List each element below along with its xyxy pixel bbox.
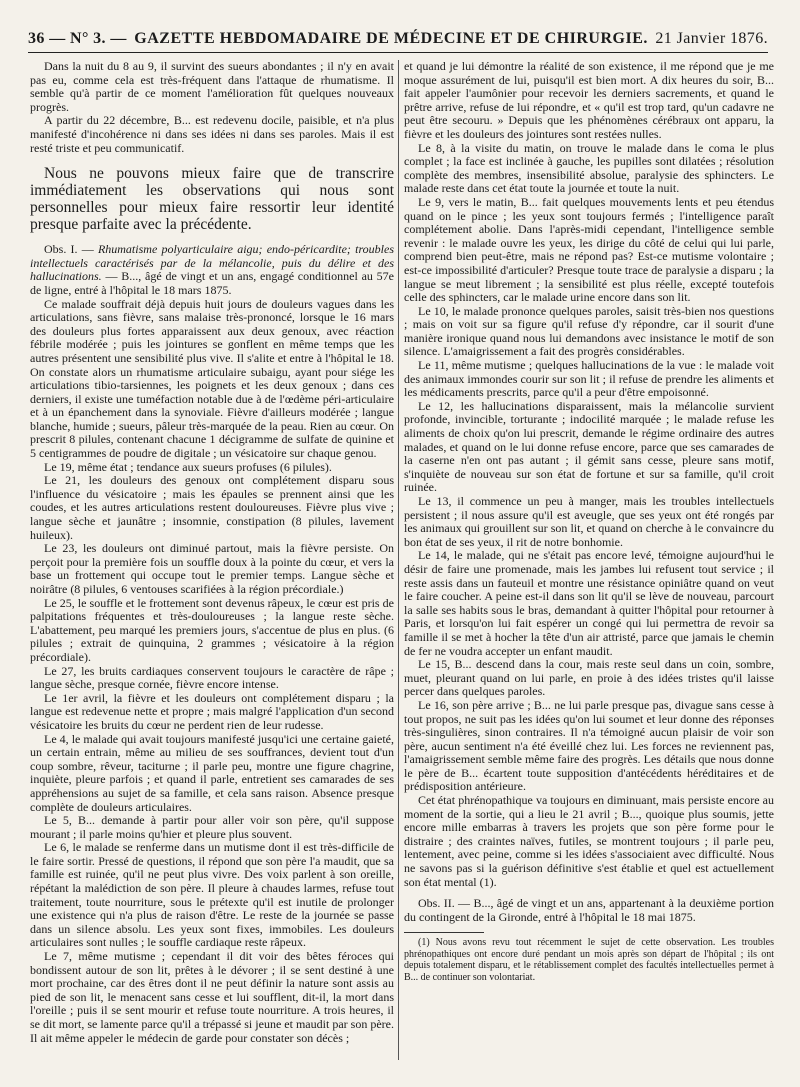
- paragraph: Le 25, le souffle et le frottement sont devenus râpeux, le cœur est pris de palpitations fréquentes et très-douloureuses ; la langue reste sèche. L'abattement, peu marqué les premiers jours, s'accentue de plus en plus. (6 pilules ; extrait de quinquina, 2 grammes ; vésicatoire à la région précordiale).: [30, 595, 394, 664]
- paragraph: Cet état phrénopathique va toujours en diminuant, mais persiste encore au moment de la sortie, qui a lieu le 21 avril ; B..., quoique plus soumis, jette encore mille embarras à travers les projets que son père forme pour le distraire ; des craintes naïves, futiles, se montrent toujours ; il parle peu, lentement, avec peine, comme si les idées s'associaient avec difficulté. Nous ne savons pas si la guérison définitive s'est établie et quel est actuellement son état mental (1).: [404, 793, 774, 889]
- paragraph: Le 12, les hallucinations disparaissent, mais la mélancolie survient profonde, invincible, torturante ; indocilité marquée ; le malade refuse les aliments de choix qu'on lui prescrit, demande le régime ordinaire des autres malades, et quand on le lui donne refuse encore, parce que ses camarades de la caserne n'en ont pas autant ; il gémit sans cesse, pleure sans motif, s'inquiète de nouveau sur son état de fortune et sur sa famille, qu'il croit ruinée.: [404, 398, 774, 495]
- observation-heading: [30, 243, 394, 297]
- footnote: (1) Nous avons revu tout récemment le sujet de cette observation. Les troubles phrénopathiques ont encore duré pendant un mois après son départ de l'hôpital ; ils ont depuis totalement disparu, et le rétablissement complet des facultés intellectuelles permet à B... de continuer son volontariat.: [404, 937, 774, 983]
- issue-date: 21 Janvier 1876.: [655, 30, 768, 47]
- paragraph: Le 1er avril, la fièvre et les douleurs ont complétement disparu ; la langue est redevenue nette et propre ; mais malgré l'application d'un second vésicatoire les bruits du cœur ne perdent rien de leur rudesse.: [30, 690, 394, 732]
- paragraph: Le 21, les douleurs des genoux ont complétement disparu sous l'influence du vésicatoire ; mais les épaules se prennent ainsi que les coudes, et les autres articulations restent douloureuses. Fièvre plus vive ; langue sèche et jaunâtre ; insomnie, constipation (8 pilules, lavement huileux).: [30, 473, 394, 542]
- paragraph: Le 6, le malade se renferme dans un mutisme dont il est très-difficile de le faire sortir. Pressé de questions, il répond que son père l'a maudit, que sa famille est ruinée, qu'il ne peut plus vivre. Des voix parlent à son oreille, répétant la malédiction de son père. Il pleure à chaudes larmes, refuse tout traitement, toute nourriture, sous le prétexte qu'il est inutile de prolonger une existence qui n'a plus de raison d'être. Le reste de la journée se passe dans un silence absolu. Les yeux sont fixes, immobiles. Les douleurs articulaires sont nulles ; le souffle cardiaque reste râpeux.: [30, 840, 394, 950]
- right-column: [404, 60, 774, 1065]
- paragraph: Le 13, il commence un peu à manger, mais les troubles intellectuels persistent ; il nous assure qu'il est aveugle, que ses yeux ont été rongés par les animaux qui grouillent sur son lit, et quand on cherche à le convaincre du bon état de ses yeux, il rit de notre bonhomie.: [404, 494, 774, 549]
- page-header: [28, 18, 768, 48]
- paragraph: Le 10, le malade prononce quelques paroles, saisit très-bien nos questions ; mais on voit sur sa figure qu'il refuse d'y répondre, car il sourit d'une manière ironique quand nous lui demandons avec insistance le motif de son silence. L'amaigrissement a fait des progrès considérables.: [404, 303, 774, 359]
- paragraph: Le 8, à la visite du matin, on trouve le malade dans le coma le plus complet ; la face est inclinée à gauche, les pupilles sont dilatées ; résolution complète des membres, insensibilité absolue, paralysie des sphincters. Le malade reste dans cet état toute la journée et toute la nuit.: [404, 140, 774, 196]
- left-column: [30, 60, 394, 1065]
- header-rule: [28, 52, 768, 53]
- paragraph: Le 16, son père arrive ; B... ne lui parle presque pas, divague sans cesse à tout propos, ne suit pas les idées qu'on lui soumet et leur donne des réponses très-singulières, sinon contraires. Il n'a témoigné aucun plaisir de voir son père, aucun sentiment n'a été éveillé chez lui. Les forces ne reviennent pas, l'amaigrissement semble même faire des progrès. Les détails que nous donne le père de B... écartent toute supposition d'antécédents héréditaires et de prédisposition antérieure.: [404, 697, 774, 794]
- observation-heading: [404, 897, 774, 924]
- paragraph: A partir du 22 décembre, B... est redevenu docile, paisible, et n'a plus manifesté d'incohérence ni dans ses idées ni dans ses paroles. Mais il est resté triste et peu communicatif.: [30, 113, 394, 155]
- observation-intro: — B..., âgé de vingt et un ans, engagé conditionnel au 57e de ligne, entré à l'hôpital le 18 mars 1875.: [30, 269, 394, 297]
- paragraph: Le 9, vers le matin, B... fait quelques mouvements lents et peu étendus quand on le pince ; les yeux sont toujours fermés ; l'intelligence paraît complétement abolie. Dans l'après-midi cependant, l'intelligence semble revenir : le malade ouvre les yeux, les dirige du côté de celui qui lui parle, comprend bien peut-être, mais ne répond pas? Est-ce mutisme volontaire ; est-ce impossibilité d'articuler? Presque toute trace de paralysie a disparu ; la langue se meut librement ; la sensibilité est plus réelle, excepté toutefois celle des sphincters, car le malade urine encore dans son lit.: [404, 194, 774, 305]
- paragraph: Le 15, B... descend dans la cour, mais reste seul dans un coin, sombre, muet, pleurant quand on lui parle, en proie à des idées tristes qu'il laisse percer dans quelques paroles.: [404, 657, 774, 699]
- paragraph: Dans la nuit du 8 au 9, il survint des sueurs abondantes ; il n'y en avait pas eu, comme cela est très-fréquent dans l'attaque de rhumatisme. Il semble qu'à partir de ce moment l'amélioration fût quelques nouveaux progrès.: [30, 60, 394, 114]
- paragraph: Le 23, les douleurs ont diminué partout, mais la fièvre persiste. On perçoit pour la première fois un souffle doux à la pointe du cœur, et vers la base un frottement qui occupe tout le premier temps. Langue sèche et noirâtre (8 pilules, 6 ventouses scarifiées à la région précordiale.): [30, 541, 394, 596]
- paragraph: Ce malade souffrait déjà depuis huit jours de douleurs vagues dans les articulations, sans fièvre, sans malaise très-prononcé, lorsque le 16 mars des douleurs plus fortes apparaissent aux deux genoux, avec réaction fébrile modérée ; puis les jointures se gonflent en même temps que les autres présentent une sensibilité plus vive. Il s'alite et entre à l'hôpital le 18. On constate alors un rhumatisme articulaire subaigu, ayant pour siége les articulations tibio-tarsiennes, les poignets et les deux genoux ; dans ces derniers, il existe une tuméfaction notable due à de l'œdème péri-articulaire et à un épanchement dans la synoviale. Fièvre d'ailleurs modérée ; langue blanche, humide ; sueurs, pâleur très-marquée de la peau. Rien au cœur. On prescrit 8 pilules, contenant chacune 1 décigramme de sulfate de quinine et 5 centigrammes de poudre de digitale ; un vésicatoire sur chaque genou.: [30, 296, 394, 461]
- paragraph: Le 5, B... demande à partir pour aller voir son père, qu'il suppose mourant ; il parle moins qu'hier et pleure plus souvent.: [30, 813, 394, 841]
- paragraph: Le 19, même état ; tendance aux sueurs profuses (6 pilules).: [44, 459, 332, 474]
- column-divider: [398, 60, 399, 1060]
- paragraph: Le 14, le malade, qui ne s'était pas encore levé, témoigne aujourd'hui le désir de faire une promenade, mais les jambes lui refusent tout service ; il reste assis dans un fauteuil et montre une résistance opiniâtre quand on veut le faire coucher. A peine est-il dans son lit qu'il se lève de nouveau, parcourt la salle ses habits sous le bras, demandant à quitter l'hôpital pour retourner à Paris, et lorsqu'on lui fait espérer un congé qui lui permettra de revoir sa famille il se met à hocher la tête d'un air attristé, parce que jamais le chemin de fer ne voudra accepter un enfant maudit.: [404, 548, 774, 658]
- footnote-rule: [404, 932, 484, 933]
- page-number: 36 — N° 3. —: [28, 30, 127, 47]
- intro-paragraph: Nous ne pouvons mieux faire que de transcrire immédiatement les observations qui nous sont personnelles pour mieux faire ressortir leur identité presque parfaite avec la précédente.: [30, 165, 394, 234]
- paragraph: Le 7, même mutisme ; cependant il dit voir des bêtes féroces qui bondissent autour de son lit, prêtes à le dévorer ; il se sent destiné à une mort prochaine, car des êtres dont il ne peut définir la nature sont assis au pied de son lit, le menacent sans cesse et lui soufflent, dit-il, la mort dans l'oreille ; puis il se sent mourir et refuse toute nourriture. A trois heures, il se dit mort, se lamente parce qu'il a trépassé si jeune et maudit par son père. Il ait même appeler le médecin de garde pour constater son décès ;: [30, 949, 394, 1045]
- observation-intro: B..., âgé de vingt et un ans, appartenant à la deuxième portion du contingent de la Gironde, entré à l'hôpital le 18 mai 1875.: [404, 896, 774, 924]
- journal-title: GAZETTE HEBDOMADAIRE DE MÉDECINE ET DE CHIRURGIE.: [134, 30, 648, 47]
- paragraph: Le 11, même mutisme ; quelques hallucinations de la vue : le malade voit des animaux immondes courir sur son lit ; il refuse de prendre les aliments et les médicaments prescrits, parce qu'il a peur d'être empoisonné.: [404, 358, 774, 400]
- observation-label: Obs. I. —: [44, 242, 94, 257]
- observation-label: Obs. II. —: [418, 896, 471, 911]
- observation-title: Rhumatisme polyarticulaire aigu; endo-péricardite; troubles intellectuels caractérisés par de la mélancolie, puis du délire et des hallucinations.: [30, 242, 394, 284]
- paragraph: Le 4, le malade qui avait toujours manifesté jusqu'ici une certaine gaieté, un certain entrain, même au milieu de ses souffrances, devient tout d'un coup sombre, rêveur, taciturne ; il parle peu, montre une figure chagrine, inquiète, pleure parfois ; et quand il parle, entretient ses camarades de ses appréhensions au sujet de sa famille, et cela sans raison. Absence presque complète de douleurs articulaires.: [30, 731, 394, 814]
- paragraph: et quand je lui démontre la réalité de son existence, il me répond que je me moque assurément de lui, puisqu'il est bien mort. A dix heures du soir, B... fait appeler l'aumônier pour recevoir les derniers sacrements, et quand le prêtre arrive, refuse de lui répondre, et « qu'il est trop tard, qu'un cadavre ne peut être secouru. » Depuis que les phénomènes cérébraux ont apparu, la fièvre et les douleurs des jointures sont restées nulles.: [404, 60, 774, 141]
- paragraph: Le 27, les bruits cardiaques conservent toujours le caractère de râpe ; langue sèche, presque cornée, fièvre encore intense.: [30, 663, 394, 692]
